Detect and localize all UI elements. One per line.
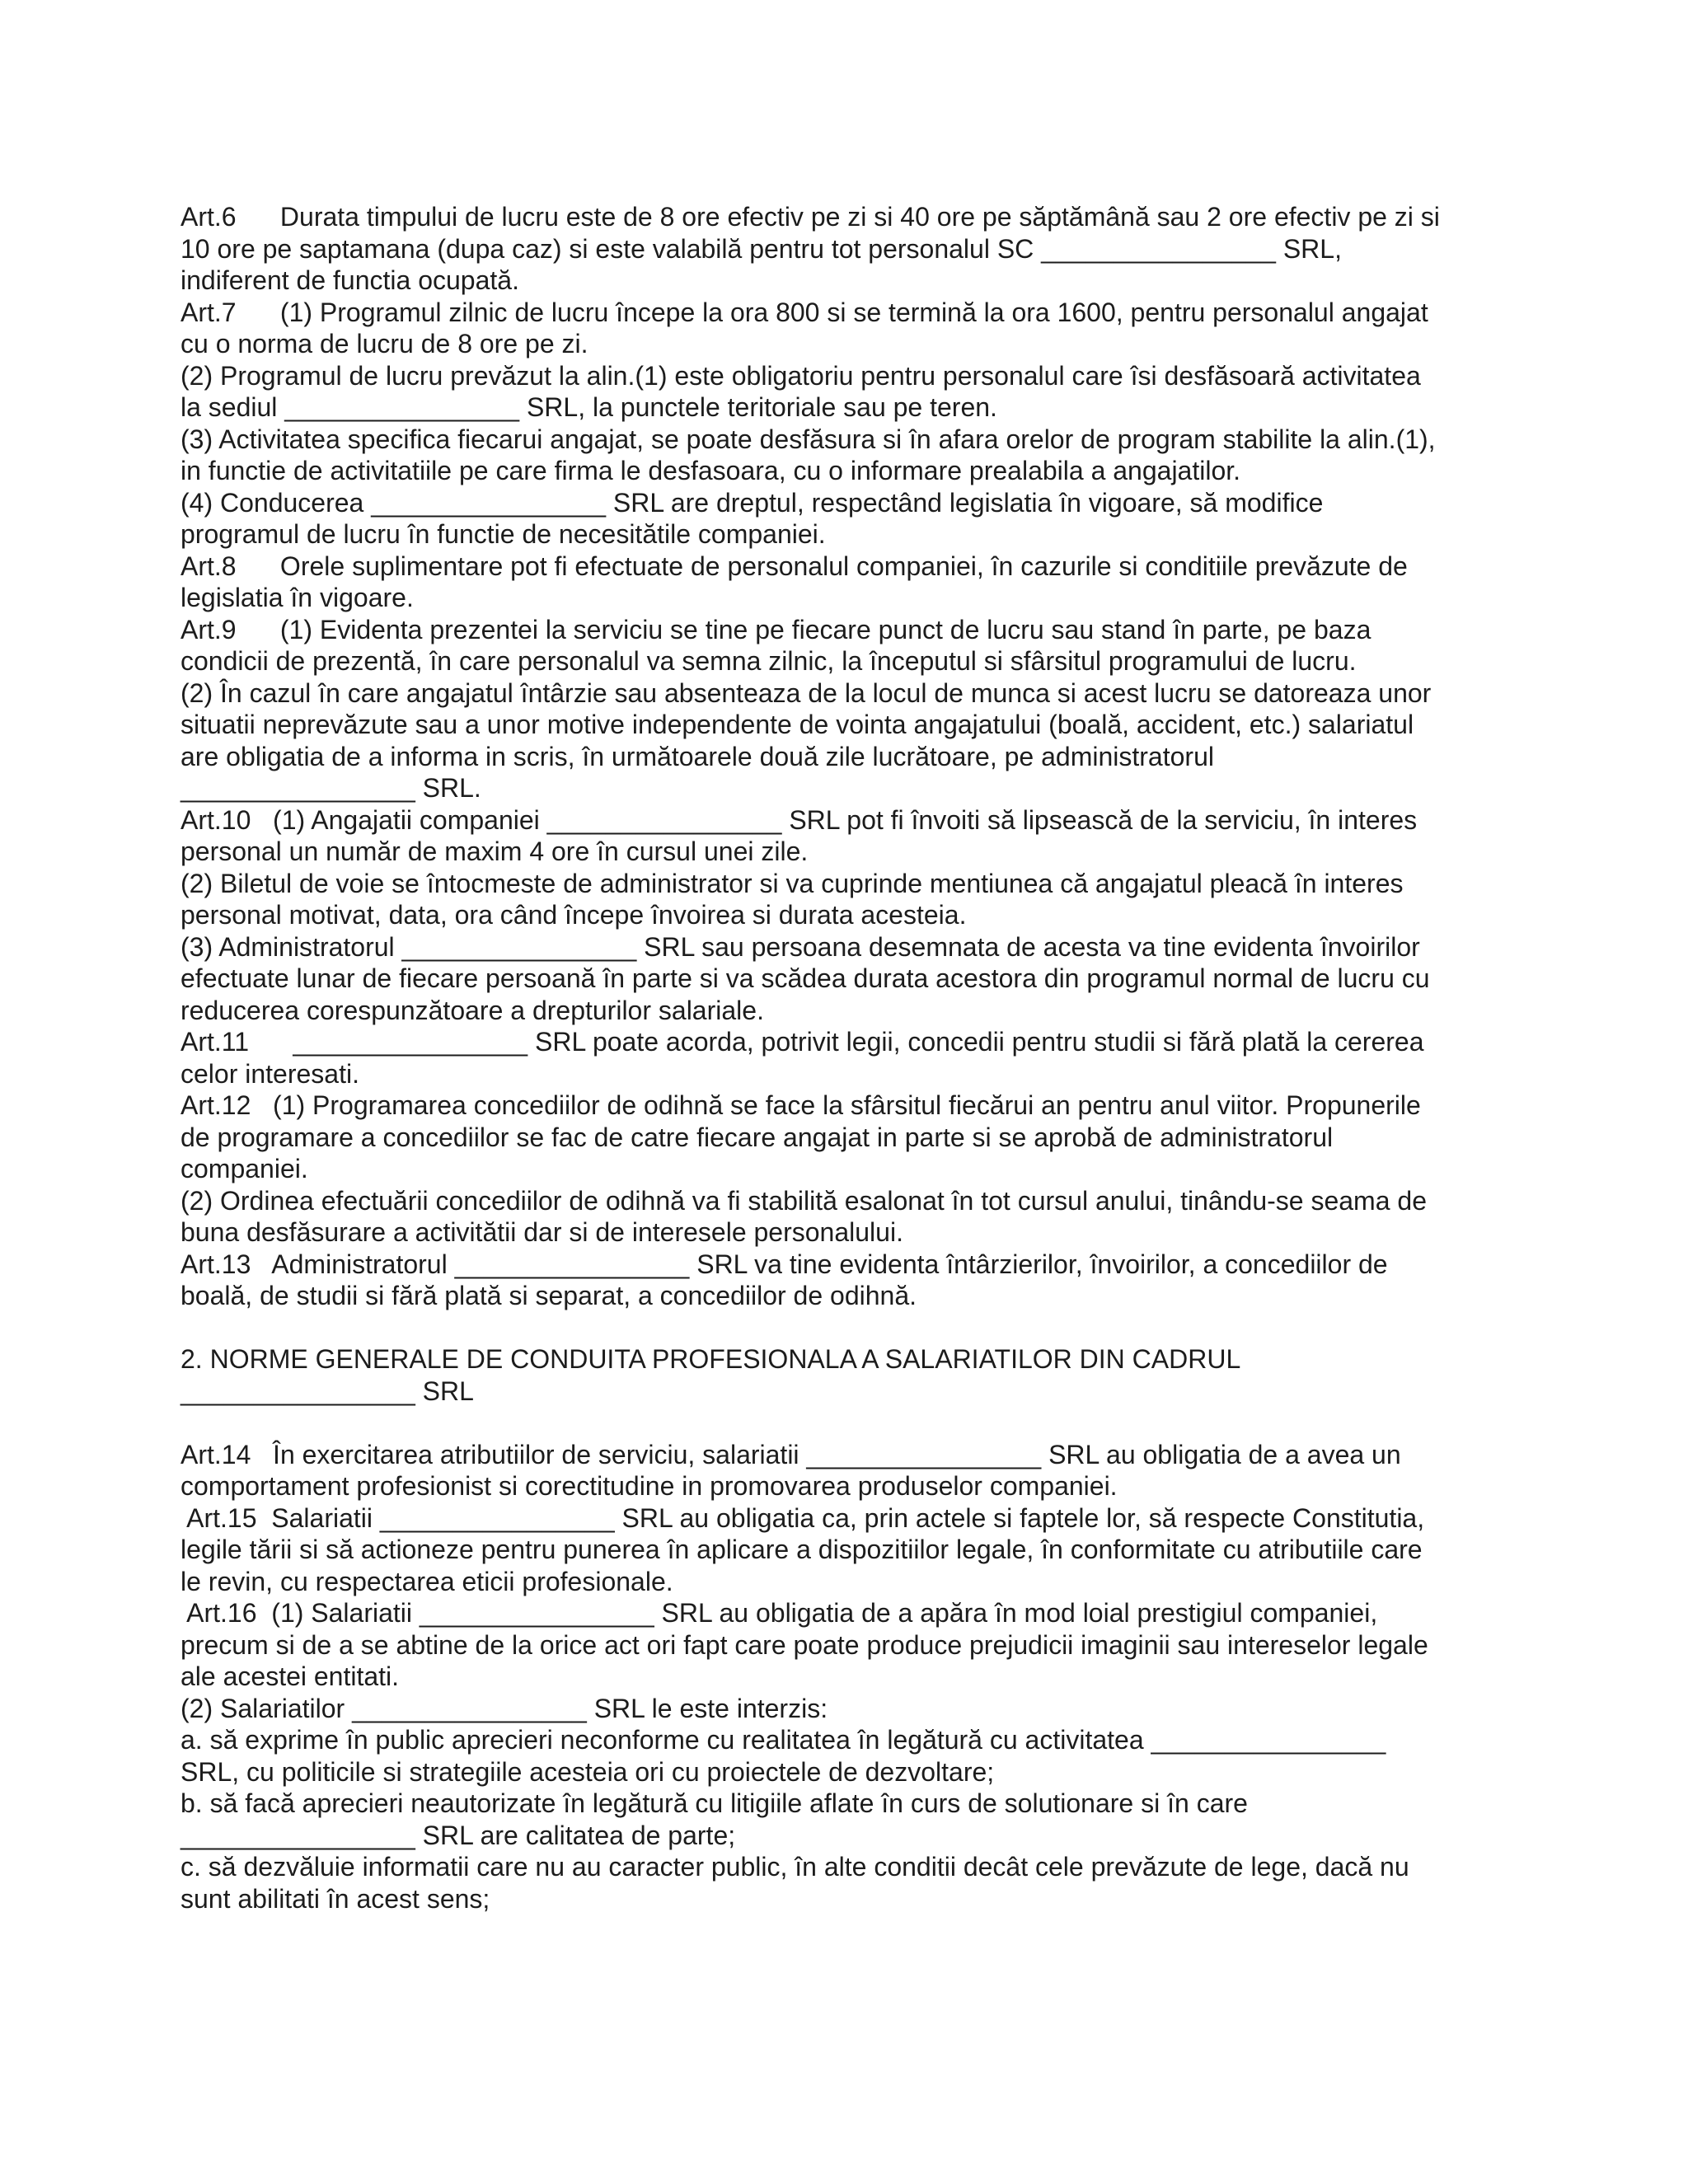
text-line: Art.12 (1) Programarea concediilor de odihnă se face la sfârsitul fiecărui an pentru anul viitor. Propunerile bbox=[181, 1090, 1421, 1120]
text-line: ale acestei entitati. bbox=[181, 1661, 400, 1691]
text-line: c. să dezvăluie informatii care nu au caracter public, în alte conditii decât cele prevăzute de lege, dacă nu bbox=[181, 1852, 1409, 1882]
text-line bbox=[181, 1915, 1507, 1947]
text-line: legislatia în vigoare. bbox=[181, 583, 414, 612]
blank-line bbox=[181, 1312, 1507, 1344]
text-line: (3) Administratorul ________________ SRL sau persoana desemnata de acesta va tine evidenta învoirilor bbox=[181, 931, 1420, 962]
text-line: Art.10 (1) Angajatii companiei ________________ SRL pot fi învoiti să lipsească de la serviciu, în interes bbox=[181, 804, 1418, 835]
text-line: cu o norma de lucru de 8 ore pe zi. bbox=[181, 329, 588, 359]
text-line: a. să exprime în public aprecieri neconforme cu realitatea în legătură cu activitatea ________________ bbox=[181, 1725, 1386, 1755]
text-line: ________________ SRL. bbox=[181, 773, 481, 803]
text-line: SRL, cu politicile si strategiile acesteia ori cu proiectele de dezvoltare; bbox=[181, 1756, 995, 1787]
text-line: situatii neprevăzute sau a unor motive independente de vointa angajatului (boală, accident, etc.) salariatul bbox=[181, 710, 1414, 739]
text-line: indiferent de functia ocupată. bbox=[181, 265, 519, 295]
text-line: (2) Salariatilor ________________ SRL le este interzis: bbox=[181, 1693, 828, 1723]
text-line: sunt abilitati în acest sens; bbox=[181, 1883, 490, 1914]
text-line: de programare a concediilor se fac de catre fiecare angajat in parte si se aprobă de administratorul bbox=[181, 1122, 1334, 1152]
text-line: Art.14 În exercitarea atributiilor de serviciu, salariatii ________________ SRL au obligatia de a avea un bbox=[181, 1439, 1401, 1469]
text-line: (4) Conducerea ________________ SRL are dreptul, respectând legislatia în vigoare, să modifice bbox=[181, 487, 1324, 518]
text-line: (2) Biletul de voie se întocmeste de administrator si va cuprinde mentiunea că angajatul pleacă în interes bbox=[181, 868, 1404, 898]
section-heading: ________________ SRL bbox=[181, 1376, 474, 1406]
text-line: (3) Activitatea specifica fiecarui angajat, se poate desfăsura si în afara orelor de program stabilite la alin.(1), bbox=[181, 424, 1436, 454]
text-line: (2) În cazul în care angajatul întârzie sau absenteaza de la locul de munca si acest lucru se datoreaza unor bbox=[181, 677, 1432, 708]
blank-line bbox=[181, 1407, 1507, 1439]
section-heading: 2. NORME GENERALE DE CONDUITA PROFESIONALA A SALARIATILOR DIN CADRUL bbox=[181, 1344, 1241, 1374]
text-line: personal motivat, data, ora când începe învoirea si durata acesteia. bbox=[181, 900, 967, 930]
text-line: programul de lucru în functie de necesitătile companiei. bbox=[181, 519, 826, 549]
text-line: comportament profesionist si corectitudine in promovarea produselor companiei. bbox=[181, 1471, 1118, 1501]
text-line: ________________ SRL are calitatea de parte; bbox=[181, 1820, 736, 1850]
text-line: Art.8 Orele suplimentare pot fi efectuate de personalul companiei, în cazurile si conditiile prevăzute de bbox=[181, 551, 1408, 581]
text-line: buna desfăsurare a activitătii dar si de interesele personalului. bbox=[181, 1217, 903, 1247]
text-line: 10 ore pe saptamana (dupa caz) si este valabilă pentru tot personalul SC ________________ SRL, bbox=[181, 233, 1342, 264]
text-line: reducerea corespunzătoare a drepturilor salariale. bbox=[181, 995, 764, 1025]
text-line: Art.16 (1) Salariatii ________________ SRL au obligatia de a apăra în mod loial prestigiul companiei, bbox=[181, 1598, 1378, 1628]
text-line: celor interesati. bbox=[181, 1058, 359, 1089]
text-line: condicii de prezentă, în care personalul va semna zilnic, la începutul si sfârsitul programului de lucru. bbox=[181, 646, 1357, 676]
text-line: (2) Programul de lucru prevăzut la alin.(1) este obligatoriu pentru personalul care îsi desfăsoară activitatea bbox=[181, 360, 1421, 391]
text-line: Art.13 Administratorul ________________ SRL va tine evidenta întârzierilor, învoirilor, a concediilor de bbox=[181, 1249, 1388, 1279]
document-page bbox=[181, 201, 1507, 1947]
text-line: are obligatia de a informa in scris, în următoarele două zile lucrătoare, pe administratorul bbox=[181, 741, 1214, 771]
text-line: legile tării si să actioneze pentru punerea în aplicare a dispozitiilor legale, în conformitate cu atributiile care bbox=[181, 1535, 1423, 1564]
text-line: in functie de activitatiile pe care firma le desfasoara, cu o informare prealabila a angajatilor. bbox=[181, 456, 1241, 485]
text-line: personal un număr de maxim 4 ore în cursul unei zile. bbox=[181, 837, 809, 866]
text-line: efectuate lunar de fiecare persoană în parte si va scădea durata acestora din programul normal de lucru cu bbox=[181, 963, 1430, 993]
text-line: Art.6 Durata timpului de lucru este de 8 ore efectiv pe zi si 40 ore pe săptămână sau 2 ore efectiv pe zi si bbox=[181, 202, 1440, 232]
text-line: la sediul ________________ SRL, la punctele teritoriale sau pe teren. bbox=[181, 392, 997, 422]
text-line: b. să facă aprecieri neautorizate în legătură cu litigiile aflate în curs de solutionare si în care bbox=[181, 1788, 1248, 1818]
text-line: companiei. bbox=[181, 1154, 308, 1183]
text-line: (2) Ordinea efectuării concediilor de odihnă va fi stabilită esalonat în tot cursul anului, tinându-se seama de bbox=[181, 1185, 1427, 1216]
text-line: precum si de a se abtine de la orice act ori fapt care poate produce prejudicii imaginii sau intereselor legale bbox=[181, 1629, 1428, 1660]
text-line: boală, de studii si fără plată si separat, a concediilor de odihnă. bbox=[181, 1281, 917, 1310]
text-line: Art.7 (1) Programul zilnic de lucru începe la ora 800 si se termină la ora 1600, pentru personalul angajat bbox=[181, 297, 1428, 327]
text-line: le revin, cu respectarea eticii profesionale. bbox=[181, 1566, 673, 1596]
text-line: Art.9 (1) Evidenta prezentei la serviciu se tine pe fiecare punct de lucru sau stand în parte, pe baza bbox=[181, 614, 1372, 644]
text-line: Art.11 ________________ SRL poate acorda, potrivit legii, concedii pentru studii si fără plată la cererea bbox=[181, 1027, 1424, 1057]
text-line: Art.15 Salariatii ________________ SRL au obligatia ca, prin actele si faptele lor, să respecte Constitutia, bbox=[181, 1502, 1425, 1533]
